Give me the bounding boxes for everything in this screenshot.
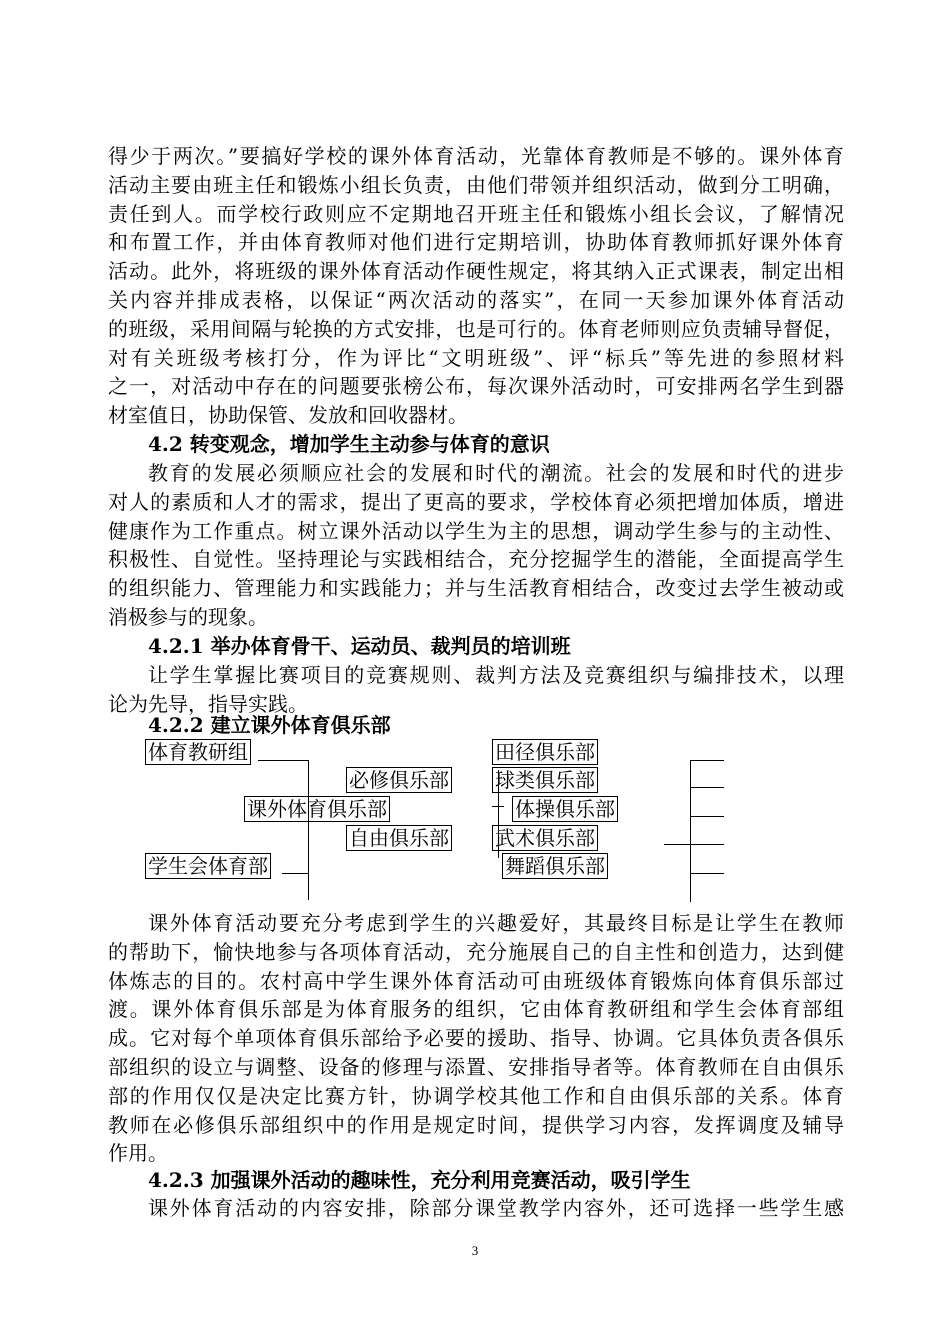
text-line: 部的作用仅仅是决定比赛方针，协调学校其他工作和自由俱乐部的关系。体育	[108, 1083, 844, 1108]
text-line: 作用。	[108, 1141, 168, 1166]
box-free-club: 自由俱乐部	[346, 825, 452, 851]
connector-line	[690, 760, 724, 761]
section-heading-4-2-3: 4.2.3 加强课外活动的趣味性，充分利用竞赛活动，吸引学生	[148, 1168, 691, 1192]
text-line: 论为先导，指导实践。	[108, 691, 308, 716]
paragraph-3	[108, 661, 844, 719]
box-gymnastics-club: 体操俱乐部	[512, 796, 618, 822]
section-heading-4-2-1: 4.2.1 举办体育骨干、运动员、裁判员的培训班	[148, 634, 571, 658]
text-line: 健康作为工作重点。树立课外活动以学生为主的思想，调动学生参与的主动性、	[108, 518, 844, 543]
text-line: 之一，对活动中存在的问题要张榜公布，每次课外活动时，可安排两名学生到器	[108, 374, 844, 399]
page-number: 3	[471, 1243, 479, 1258]
box-teaching-group: 体育教研组	[145, 739, 251, 765]
text-line: 部组织的设立与调整、设备的修理与添置、安排指导者等。体育教师在自由俱乐	[108, 1054, 844, 1079]
box-martial-arts-club: 武术俱乐部	[492, 825, 598, 851]
text-line: 关内容并排成表格，以保证“两次活动的落实”，在同一天参加课外体育活动	[108, 287, 844, 312]
text-line: 活动。此外，将班级的课外体育活动作硬性规定，将其纳入正式课表，制定出相	[108, 259, 844, 284]
paragraph-5	[108, 1194, 844, 1223]
text-line: 课外体育活动要充分考虑到学生的兴趣爱好，其最终目标是让学生在教师	[148, 911, 844, 935]
text-line: 教育的发展必须顺应社会的发展和时代的潮流。社会的发展和时代的进步	[148, 461, 844, 485]
text-line: 得少于两次。”要搞好学校的课外体育活动，光靠体育教师是不够的。课外体育	[108, 144, 844, 168]
text-line: 责任到人。而学校行政则应不定期地召开班主任和锻炼小组长会议，了解情况	[108, 201, 844, 226]
box-dance-club: 舞蹈俱乐部	[502, 853, 608, 879]
text-line: 教师在必修俱乐部组织中的作用是规定时间，提供学习内容，发挥调度及辅导	[108, 1112, 844, 1137]
connector-line	[664, 844, 690, 845]
text-line: 对有关班级考核打分，作为评比“文明班级”、评“标兵”等先进的参照材料	[108, 345, 844, 370]
connector-line	[282, 873, 308, 874]
text-line: 渡。课外体育俱乐部是为体育服务的组织，它由体育教研组和学生会体育部组	[108, 997, 844, 1022]
text-line: 的帮助下，愉快地参与各项体育活动，充分施展自己的自主性和创造力，达到健	[108, 939, 844, 964]
text-line: 课外体育活动的内容安排，除部分课堂教学内容外，还可选择一些学生感	[148, 1196, 844, 1220]
connector-line	[690, 844, 724, 845]
connector-line	[492, 806, 504, 807]
text-line: 消极参与的现象。	[108, 604, 268, 629]
box-ball-club: 球类俱乐部	[492, 767, 598, 793]
text-line: 成。它对每个单项体育俱乐部给予必要的援助、指导、协调。它具体负责各俱乐	[108, 1026, 844, 1051]
paragraph-1	[108, 142, 844, 430]
box-extracurricular-club: 课外体育俱乐部	[244, 796, 390, 822]
connector-line	[258, 760, 308, 761]
text-line: 的组织能力、管理能力和实践能力；并与生活教育相结合，改变过去学生被动或	[108, 576, 844, 601]
connector-line	[690, 816, 724, 817]
section-heading-4-2: 4.2 转变观念，增加学生主动参与体育的意识	[148, 432, 550, 456]
connector-line	[308, 760, 309, 900]
text-line: 积极性、自觉性。坚持理论与实践相结合，充分挖掘学生的潜能，全面提高学生	[108, 547, 844, 572]
text-line: 体炼志的目的。农村高中学生课外体育活动可由班级体育锻炼向体育俱乐部过	[108, 968, 844, 993]
connector-line	[690, 760, 691, 902]
text-line: 活动主要由班主任和锻炼小组长负责，由他们带领并组织活动，做到分工明确，	[108, 172, 844, 197]
box-student-union-sports: 学生会体育部	[145, 853, 271, 879]
text-line: 对人的素质和人才的需求，提出了更高的要求，学校体育必须把增加体质，增进	[108, 489, 844, 514]
paragraph-4	[108, 909, 844, 1168]
section-heading-4-2-2: 4.2.2 建立课外体育俱乐部	[148, 713, 391, 737]
text-line: 材室值日，协助保管、发放和回收器材。	[108, 403, 468, 428]
box-track-club: 田径俱乐部	[492, 739, 598, 765]
connector-line	[690, 787, 724, 788]
text-line: 和布置工作，并由体育教师对他们进行定期培训，协助体育教师抓好课外体育	[108, 230, 844, 255]
text-line: 让学生掌握比赛项目的竞赛规则、裁判方法及竞赛组织与编排技术，以理	[148, 663, 844, 687]
paragraph-2	[108, 459, 844, 632]
text-line: 的班级，采用间隔与轮换的方式安排，也是可行的。体育老师则应负责辅导督促，	[108, 316, 844, 341]
box-required-club: 必修俱乐部	[346, 767, 452, 793]
connector-line	[690, 873, 724, 874]
